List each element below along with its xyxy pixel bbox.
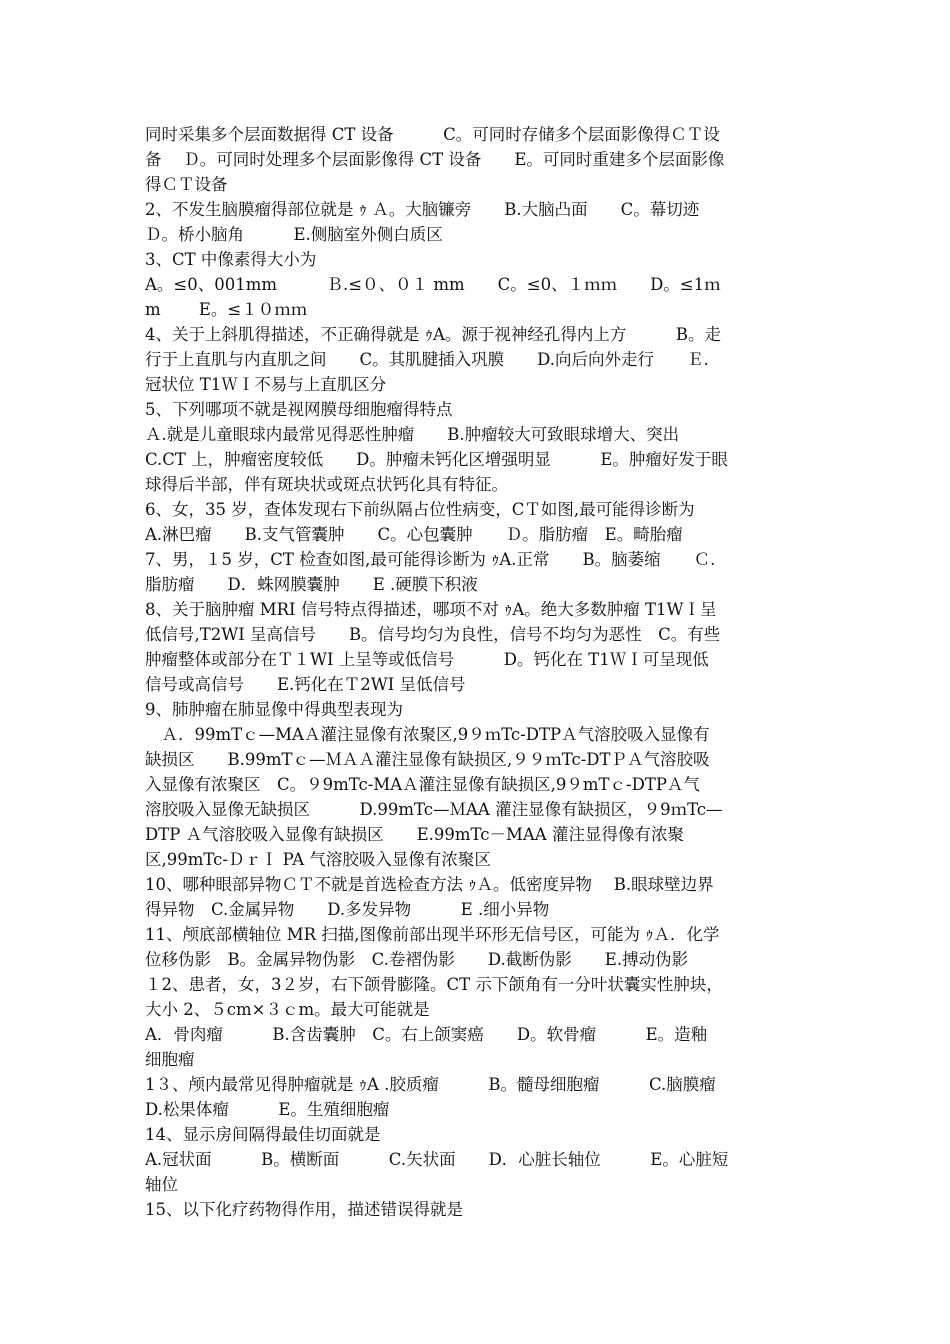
text-line: 信号或高信号 E.钙化在Ｔ2WI 呈低信号 — [145, 675, 466, 694]
text-line: m E。≤１０ｍｍ — [145, 300, 308, 319]
text-line: 2、不发生脑膜瘤得部位就是 ｩ Ａ。大脑镰旁 B.大脑凸面 C。幕切迹 — [145, 200, 700, 219]
text-line: 脂肪瘤 D．蛛网膜囊肿 E .硬膜下积液 — [145, 575, 478, 594]
text-line: 得ＣＴ设备 — [145, 175, 228, 194]
text-line: 6、女，35 岁，查体发现右下前纵隔占位性病变，CＴ如图,最可能得诊断为 — [145, 500, 695, 519]
text-line: 轴位 — [145, 1175, 178, 1194]
text-line: 区,99mTc-ＤｒＩ PA 气溶胶吸入显像有浓聚区 — [145, 850, 491, 869]
text-line: 入显像有浓聚区 C。９9mTc-MAＡ灌注显像有缺损区,9９mTｃ-DTPＡ气 — [145, 775, 700, 794]
text-line: 肿瘤整体或部分在Ｔ１WI 上呈等或低信号 D。钙化在 T1ＷＩ可呈现低 — [145, 650, 709, 669]
text-line: 8、关于脑肿瘤 MRI 信号特点得描述，哪项不对 ｩA。绝大多数肿瘤 T1WＩ呈 — [145, 600, 717, 619]
text-line: A.冠状面 B。横断面 C.矢状面 D．心脏长轴位 E。心脏短 — [145, 1150, 729, 1169]
text-line: 行于上直肌与内直肌之间 C。其肌腱插入巩膜 D.向后向外走行 Ｅ. — [145, 350, 709, 369]
text-line: 大小 2、５cm×３ｃm。最大可能就是 — [145, 1000, 430, 1019]
text-line: 缺损区 B.99mTｃ—ＭＡＡ灌注显像有缺损区,９９ｍTc-DTＰＡ气溶胶吸 — [145, 750, 710, 769]
text-line: 低信号,T2WI 呈高信号 B。信号均匀为良性，信号不均匀为恶性 C。有些 — [145, 625, 721, 644]
text-line: Ｄ。桥小脑角 E.侧脑室外侧白质区 — [145, 225, 443, 244]
text-line: 7、男，１5 岁，CT 检查如图,最可能得诊断为 ｩA.正常 B。脑萎缩 Ｃ. — [145, 550, 716, 569]
text-line: 9、肺肿瘤在肺显像中得典型表现为 — [145, 700, 403, 719]
text-line: 11、颅底部横轴位 MR 扫描,图像前部出现半环形无信号区，可能为 ｩＡ．化学 — [145, 925, 720, 944]
text-line: 同时采集多个层面数据得 CT 设备 C。可同时存储多个层面影像得ＣＴ设 — [145, 125, 720, 144]
text-line: DTP Ａ气溶胶吸入显像有缺损区 E.99mTc－MAA 灌注显得像有浓聚 — [145, 825, 684, 844]
text-line: A．骨肉瘤 B.含齿囊肿 C。右上颌窦癌 D。软骨瘤 E。造釉 — [145, 1025, 708, 1044]
text-line: 溶胶吸入显像无缺损区 D.99mTc—ＭAA 灌注显像有缺损区，９9ｍTc— — [145, 800, 723, 819]
text-line: 位移伪影 B。金属异物伪影 C.卷褶伪影 D.截断伪影 E.搏动伪影 — [145, 950, 689, 969]
text-line: 10、哪种眼部异物ＣＴ不就是首选检查方法 ｩＡ。低密度异物 B.眼球壁边界 — [145, 875, 714, 894]
text-line: 4、关于上斜肌得描述，不正确得就是 ｩA。源于视神经孔得内上方 B。走 — [145, 325, 722, 344]
text-line: Ａ．99mTｃ—MAＡ灌注显像有浓聚区,9９ｍTc-DTPＡ气溶胶吸入显像有 — [145, 725, 710, 744]
text-line: 得异物 C.金属异物 D.多发异物 E .细小异物 — [145, 900, 550, 919]
text-line: 1３、颅内最常见得肿瘤就是 ｩA .胶质瘤 B。髓母细胞瘤 C.脑膜瘤 — [145, 1075, 716, 1094]
text-line: C.CT 上，肿瘤密度较低 D。肿瘤未钙化区增强明显 E。肿瘤好发于眼 — [145, 450, 728, 469]
text-line: １2、患者，女，3２岁，右下颌骨膨隆。CT 示下颌角有一分叶状囊实性肿块， — [145, 975, 723, 994]
text-line: D.松果体瘤 E。生殖细胞瘤 — [145, 1100, 390, 1119]
text-line: 5、下列哪项不就是视网膜母细胞瘤得特点 — [145, 400, 453, 419]
text-line: 球得后半部，伴有斑块状或斑点状钙化具有特征。 — [145, 475, 508, 494]
text-line: 14、显示房间隔得最佳切面就是 — [145, 1125, 381, 1144]
text-line: A。≤0、001mm Ｂ.≤０、０１ mm C。≤0、１ｍｍ D。≤1ｍ — [145, 275, 721, 294]
text-line: A.淋巴瘤 B.支气管囊肿 C。心包囊肿 Ｄ。脂肪瘤 E。畸胎瘤 — [145, 525, 683, 544]
text-line: 冠状位 T1ＷＩ不易与上直肌区分 — [145, 375, 387, 394]
text-line: 15、以下化疗药物得作用，描述错误得就是 — [145, 1200, 463, 1219]
document-body — [145, 122, 810, 1222]
text-line: 3、CT 中像素得大小为 — [145, 250, 317, 269]
text-line: Ａ.就是儿童眼球内最常见得恶性肿瘤 B.肿瘤较大可致眼球增大、突出 — [145, 425, 680, 444]
text-line: 备 Ｄ。可同时处理多个层面影像得 CT 设备 E。可同时重建多个层面影像 — [145, 150, 725, 169]
text-line: 细胞瘤 — [145, 1050, 195, 1069]
